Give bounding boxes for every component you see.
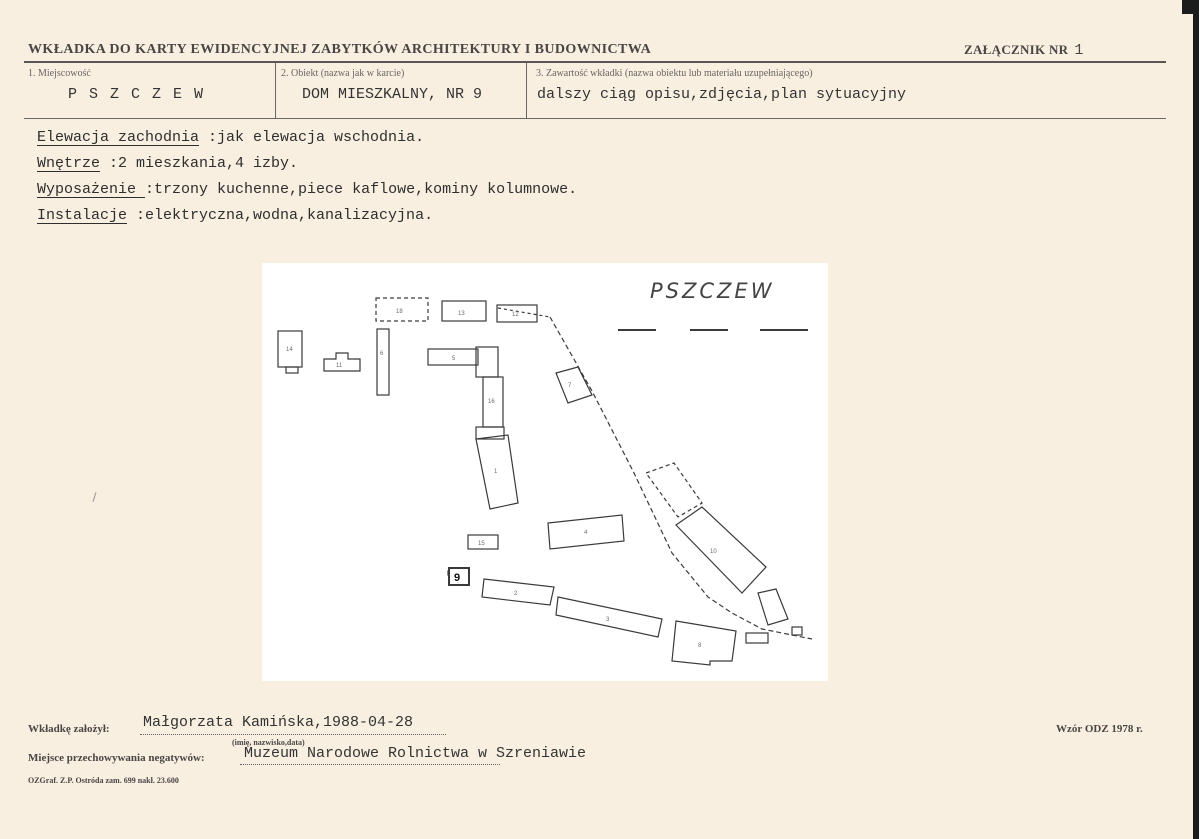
description-text: :trzony kuchenne,piece kaflowe,kominy kolumnowe. (145, 181, 578, 198)
building-label: 15 (478, 541, 485, 547)
header-rule-top (24, 61, 1166, 63)
storage-label: Miejsce przechowywania negatywów: (28, 752, 205, 764)
scan-edge (1193, 0, 1199, 839)
building-14-porch (286, 367, 298, 373)
site-plan-photo (262, 263, 828, 681)
author-hint: (imię, nazwisko,data) (232, 738, 305, 747)
building-17 (758, 589, 788, 625)
object-field-value: DOM MIESZKALNY, NR 9 (302, 86, 483, 103)
building-6 (377, 329, 389, 395)
building-10 (676, 507, 766, 593)
road-line (550, 317, 812, 639)
form-title: WKŁADKA DO KARTY EWIDENCYJNEJ ZABYTKÓW ARCHITEKTURY I BUDOWNICTWA (28, 42, 652, 57)
scan-edge-corner (1182, 0, 1199, 14)
storage-value: Muzeum Narodowe Rolnictwa w Szreniawie (244, 745, 587, 762)
description-text: :elektryczna,wodna,kanalizacyjna. (127, 207, 434, 224)
building-label: 2 (514, 591, 518, 597)
building-2 (482, 579, 554, 605)
building-label: 8 (698, 643, 702, 649)
contents-field-value: dalszy ciąg opisu,zdjęcia,plan sytuacyjny (537, 86, 907, 103)
description-term: Wnętrze (37, 155, 101, 172)
annex-label (964, 42, 1084, 59)
building-9-label: 9 (454, 572, 461, 584)
author-value: Małgorzata Kamińska,1988-04-28 (143, 714, 414, 731)
description-text: :2 mieszkania,4 izby. (100, 155, 299, 172)
building-small (746, 633, 768, 643)
annex-label-text: ZAŁĄCZNIK NR (964, 42, 1069, 57)
building-5-wing (476, 347, 498, 377)
author-dotline (140, 734, 446, 735)
description-line (37, 155, 298, 172)
building-label: 7 (568, 383, 572, 389)
building-label: 18 (396, 309, 403, 315)
contents-field-label: 3. Zawartość wkładki (nazwa obiektu lub materiału uzupełniającego) (536, 68, 813, 79)
building-label: 1 (494, 469, 498, 475)
building-10-dashed (646, 463, 702, 517)
print-note: OZGraf. Z.P. Ostróda zam. 699 nakł. 23.600 (28, 776, 179, 785)
field-divider (526, 63, 527, 118)
description-term: Instalacje (37, 207, 128, 224)
building-label: 12 (512, 312, 519, 318)
description-line (37, 207, 433, 224)
building-small (792, 627, 802, 635)
town-field-label: 1. Miejscowość (28, 68, 91, 79)
building-label: 3 (606, 617, 610, 623)
building-label: 14 (286, 347, 293, 353)
building-label: 10 (710, 549, 717, 555)
form-model-note: Wzór ODZ 1978 r. (1056, 723, 1143, 735)
pencil-mark (92, 492, 96, 502)
site-plan-title: PSZCZEW (650, 279, 775, 303)
description-line (37, 129, 424, 146)
building-label: 5 (452, 356, 456, 362)
building-8 (672, 621, 736, 665)
building-label: 6 (380, 351, 384, 357)
road-line (498, 308, 550, 317)
header-rule-bottom (24, 118, 1166, 119)
annex-number: 1 (1074, 42, 1084, 59)
description-line (37, 181, 577, 198)
description-text: :jak elewacja wschodnia. (199, 129, 425, 146)
author-label: Wkładkę założył: (28, 723, 110, 735)
building-label: 16 (488, 399, 495, 405)
building-7 (556, 367, 592, 403)
building-label: 13 (458, 311, 465, 317)
object-field-label: 2. Obiekt (nazwa jak w karcie) (281, 68, 405, 79)
storage-dotline (240, 764, 500, 765)
site-plan-drawing (262, 263, 828, 681)
description-term: Elewacja zachodnia (37, 129, 200, 146)
building-label: 4 (584, 530, 588, 536)
building-label: 11 (336, 363, 343, 369)
town-field-value: PSZCZEW (68, 86, 216, 103)
field-divider (275, 63, 276, 118)
description-term: Wyposażenie (37, 181, 146, 198)
